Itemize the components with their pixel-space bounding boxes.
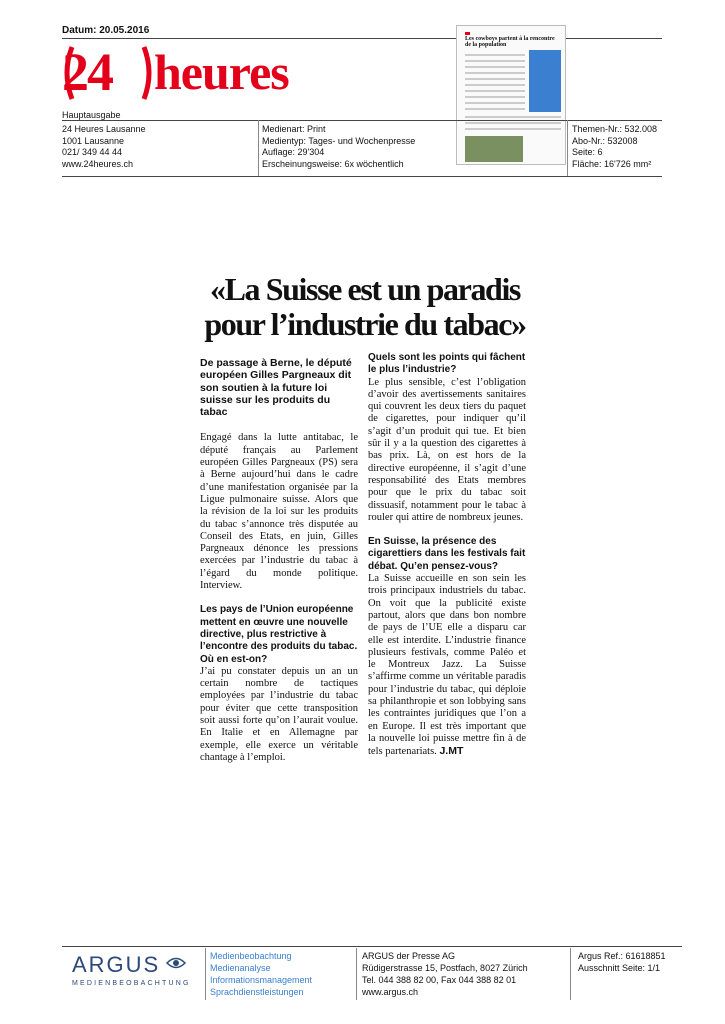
company-name: ARGUS der Presse AG: [362, 951, 456, 961]
headline-line: «La Suisse est un paradis: [210, 271, 520, 307]
service-item: Medienanalyse: [210, 963, 271, 973]
page-thumbnail: [456, 25, 566, 165]
service-item: Sprachdienstleistungen: [210, 987, 304, 997]
question-2: Quels sont les points qui fâchent le plus l’industrie?: [368, 352, 526, 376]
logo-word: heures: [154, 44, 289, 100]
publisher-phone: 021/ 349 44 44: [62, 147, 123, 157]
thumbnail-headline: Les cowboys partent à la rencontre de la population: [465, 36, 555, 48]
area: Fläche: 16'726 mm²: [572, 158, 652, 169]
meta-divider: [258, 120, 259, 176]
argus-logo: [72, 952, 192, 992]
media-category: Medientyp: Tages- und Wochenpresse: [262, 135, 416, 146]
article-lead: De passage à Berne, le député européen Gilles Pargneaux dit son soutien à la future loi suisse sur les produits du tabac: [200, 357, 352, 419]
meta-divider: [567, 120, 568, 176]
publisher-name: 24 Heures Lausanne: [62, 124, 146, 134]
answer-1: J’ai pu constater depuis un an un certain nombre de tactiques employées par l’industrie du tabac pour éviter que cette transposition soit aussi forte qu’on l’aurait voulue. En Italie et en Allemagne par exemple, elle exerce un véritable chantage à l’emploi.: [200, 665, 358, 763]
service-item: Informationsmanagement: [210, 975, 313, 985]
service-item: Medienbeobachtung: [210, 951, 292, 961]
meta-bottom-rule: [62, 176, 662, 177]
logo-number: 24: [62, 42, 112, 102]
media-frequency: Erscheinungsweise: 6x wöchentlich: [262, 158, 404, 169]
media-type: Medienart: Print: [262, 124, 326, 134]
logo-parentheses: [62, 45, 154, 101]
media-circulation: Auflage: 29'304: [262, 147, 325, 157]
author-signature: J.MT: [439, 745, 464, 758]
thumbnail-highlight-block: [529, 50, 561, 112]
subscription-number: Abo-Nr.: 532008: [572, 135, 638, 146]
footer-divider: [205, 948, 206, 1000]
company-phone: Tel. 044 388 82 00, Fax 044 388 82 01: [362, 975, 517, 985]
answer-2: Le plus sensible, c’est l’obligation d’avoir des avertissements sanitaires qui couvrent les deux tiers du paquet de cigarettes, pour indiquer qu’il s’agit d’un produit qui tue. Et bien sûr il y a la question des cigarettes à bas prix. Là, on est hors de la directive européenne, il s’agit d’une responsabilité des Etats membres pour que le prix du tabac soit dissuasif, notamment pour le tabac à rouler qui attire de nombreux jeunes.: [368, 376, 526, 523]
answer-3-text: La Suisse accueille en son sein les trois principaux industriels du tabac. On voit que la publicité existe partout, alors que dans bon nombre de pays de l’UE elle a disparu car elle est interdite. L’industrie finance plusieurs festivals, comme Paléo et le Montreux Jazz. La Suisse s’affirme comme un véritable paradis pour l’industrie du tabac, qui déploie sa philanthropie et son lobbying sans les contraintes juridiques que l’on a en Europe. Il est très important que la nouvelle loi puisse mettre fin à de tels partenariats.: [368, 573, 526, 758]
edition-label: Hauptausgabe: [62, 110, 121, 120]
question-3: En Suisse, la présence des cigarettiers dans les festivals fait débat. Qu’en pensez-vous?: [368, 536, 526, 572]
company-website: www.argus.ch: [362, 987, 419, 997]
thumbnail-photo: [465, 136, 523, 162]
footer-top-rule: [62, 946, 682, 947]
article-column-left: [200, 357, 358, 764]
argus-address: [362, 950, 528, 998]
argus-services: [210, 950, 312, 998]
argus-reference: [578, 950, 666, 974]
reference-info: [572, 124, 657, 170]
page-number: Seite: 6: [572, 147, 603, 157]
publication-logo: [62, 41, 302, 103]
publisher-website: www.24heures.ch: [62, 158, 134, 169]
argus-tagline: MEDIENBEOBACHTUNG: [72, 980, 191, 987]
footer-divider: [570, 948, 571, 1000]
answer-3: [368, 573, 526, 758]
publisher-info: [62, 124, 146, 170]
thumbnail-logo-mark: [465, 32, 470, 35]
argus-wordmark: ARGUS: [72, 952, 161, 977]
media-info: [262, 124, 415, 170]
headline-line: pour l’industrie du tabac»: [204, 306, 526, 342]
company-street: Rüdigerstrasse 15, Postfach, 8027 Zürich: [362, 963, 528, 973]
article-column-right: [368, 352, 526, 759]
question-1: Les pays de l’Union européenne mettent en œuvre une nouvelle directive, plus restrictive à l’encontre des produits du tabac. Où en est-on?: [200, 604, 358, 665]
argus-ref-number: Argus Ref.: 61618851: [578, 951, 666, 961]
publisher-city: 1001 Lausanne: [62, 135, 125, 146]
top-rule: [62, 38, 662, 39]
eye-icon: [166, 956, 186, 970]
meta-top-rule: [62, 120, 662, 121]
footer-divider: [356, 948, 357, 1000]
clipping-date: Datum: 20.05.2016: [62, 25, 150, 36]
article-intro: Engagé dans la lutte antitabac, le député français au Parlement européen Gilles Pargneaux (PS) sera à Berne aujourd’hui dans le cadre d’une manifestation organisée par la Ligue pulmonaire suisse. Alors que la révision de la loi sur les produits du tabac s’annonce très disputée au Conseil des Etats, en juin, Gilles Pargneaux dénonce les pressions exercées par l’industrie du tabac à l’égard du monde politique. Interview.: [200, 432, 358, 592]
clipping-page: Ausschnitt Seite: 1/1: [578, 963, 661, 973]
article-headline: [150, 272, 580, 342]
topic-number: Themen-Nr.: 532.008: [572, 124, 658, 134]
